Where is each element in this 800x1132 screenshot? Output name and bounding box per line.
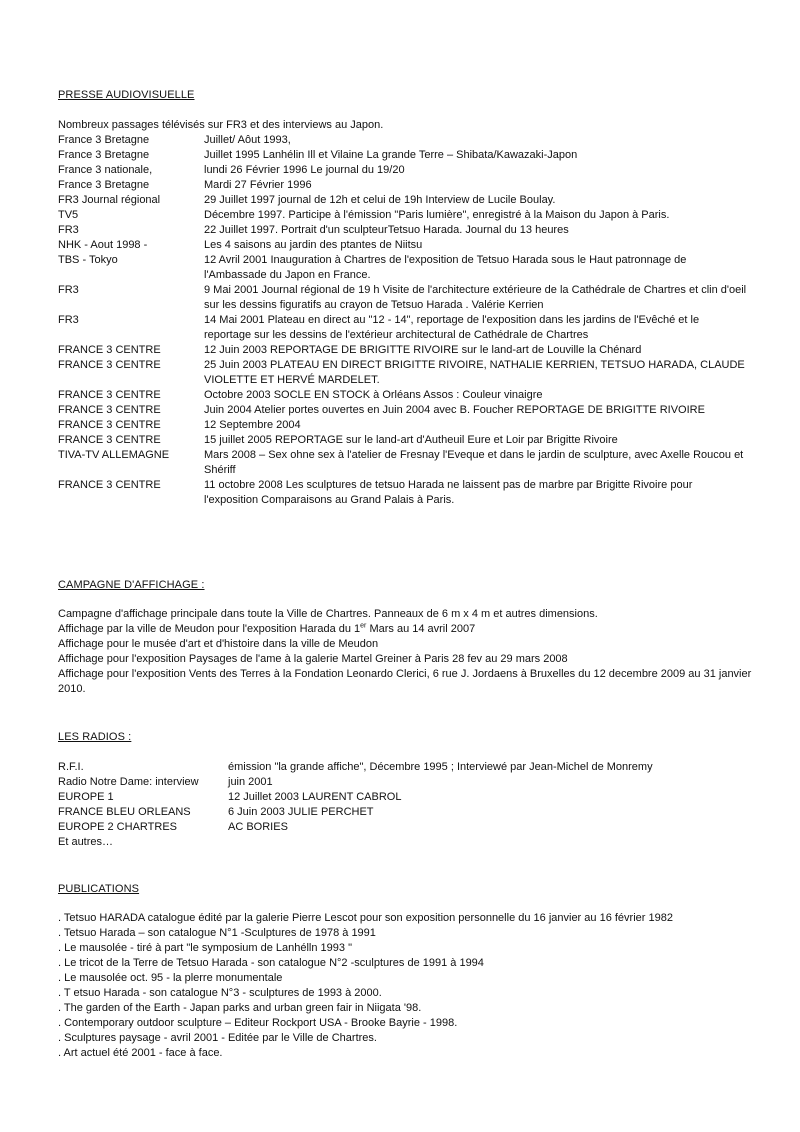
- entry-source: FR3 Journal régional: [58, 194, 161, 206]
- presse-entry: [58, 238, 758, 253]
- entry-source: FRANCE 3 CENTRE: [58, 434, 161, 446]
- presse-entry: [58, 478, 758, 508]
- entry-text: Décembre 1997. Participe à l'émission "Paris lumière", enregistré à la Maison du Japon à Paris.: [204, 209, 670, 221]
- entry-text: Juin 2004 Atelier portes ouvertes en Juin 2004 avec B. Foucher REPORTAGE DE BRIGITTE RIVOIRE: [204, 404, 705, 416]
- presse-entry: [58, 193, 758, 208]
- radio-entry: [58, 760, 758, 775]
- radio-entry: [58, 775, 758, 790]
- campagne-line: Affichage pour l'exposition Paysages de l'ame à la galerie Martel Greiner à Paris 28 fev au 29 mars 2008: [58, 653, 568, 665]
- presse-entry: [58, 208, 758, 223]
- entry-text: 9 Mai 2001 Journal régional de 19 h Visite de l'architecture extérieure de la Cathédrale de Chartres et clin d'oeil sur les dessins figuratifs au crayon de Tetsuo Harada . Valérie Kerrien: [204, 284, 747, 311]
- meudon-superscript: er: [360, 622, 367, 630]
- presse-entry: [58, 433, 758, 448]
- publication-item: . The garden of the Earth - Japan parks and urban green fair in Niigata '98.: [58, 1002, 422, 1014]
- entry-source: France 3 Bretagne: [58, 134, 150, 146]
- entry-source: FRANCE 3 CENTRE: [58, 344, 161, 356]
- campagne-line: Affichage pour l'exposition Vents des Terres à la Fondation Leonardo Clerici, 6 rue J. Jordaens à Bruxelles du 12 decembre 2009 au 31 janvier 2010.: [58, 668, 752, 695]
- entry-source: France 3 Bretagne: [58, 179, 150, 191]
- entry-source: TIVA-TV ALLEMAGNE: [58, 449, 170, 461]
- entry-source: TV5: [58, 209, 79, 221]
- presse-entry: [58, 283, 758, 313]
- entry-source: FRANCE 3 CENTRE: [58, 389, 161, 401]
- publication-item: . Le mausolée oct. 95 - la plerre monumentale: [58, 972, 283, 984]
- campagne-line: Campagne d'affichage principale dans toute la Ville de Chartres. Panneaux de 6 m x 4 m et autres dimensions.: [58, 608, 598, 620]
- entry-source: R.F.I.: [58, 761, 84, 773]
- meudon-text-after: Mars au 14 avril 2007: [366, 623, 476, 635]
- campagne-line: Affichage pour le musée d'art et d'histoire dans la ville de Meudon: [58, 638, 379, 650]
- entry-text: lundi 26 Février 1996 Le journal du 19/20: [204, 164, 405, 176]
- publication-item: . Contemporary outdoor sculpture – Editeur Rockport USA - Brooke Bayrie - 1998.: [58, 1017, 458, 1029]
- entry-text: Octobre 2003 SOCLE EN STOCK à Orléans Assos : Couleur vinaigre: [204, 389, 543, 401]
- presse-entries: [58, 133, 758, 508]
- presse-entry: [58, 178, 758, 193]
- publication-item: . Le mausolée - tiré à part "le symposium de Lanhélln 1993 ": [58, 942, 352, 954]
- entry-text: 12 Juillet 2003 LAURENT CABROL: [228, 791, 402, 803]
- radio-entry: [58, 790, 758, 805]
- entry-text: AC BORIES: [228, 821, 288, 833]
- presse-entry: [58, 313, 758, 343]
- heading-campagne: CAMPAGNE D'AFFICHAGE :: [58, 579, 205, 591]
- publications-list: [58, 911, 758, 1061]
- entry-text: 29 Juillet 1997 journal de 12h et celui de 19h Interview de Lucile Boulay.: [204, 194, 556, 206]
- meudon-text-before: Affichage par la ville de Meudon pour l'exposition Harada du 1: [58, 623, 361, 635]
- heading-publications: PUBLICATIONS: [58, 883, 140, 895]
- presse-section: [58, 118, 758, 508]
- entry-source: France 3 nationale,: [58, 164, 153, 176]
- radio-entry: [58, 805, 758, 820]
- publication-item: . Le tricot de la Terre de Tetsuo Harada - son catalogue N°2 -sculptures de 1991 à 1994: [58, 957, 484, 969]
- entry-text: Juillet/ Aôut 1993,: [204, 134, 291, 146]
- entry-text: Les 4 saisons au jardin des ptantes de Niitsu: [204, 239, 423, 251]
- publication-item: . Art actuel été 2001 - face à face.: [58, 1047, 223, 1059]
- presse-entry: [58, 418, 758, 433]
- entry-source: Radio Notre Dame: interview: [58, 776, 199, 788]
- entry-text: Mardi 27 Février 1996: [204, 179, 312, 191]
- publication-item: . Tetsuo Harada – son catalogue N°1 -Sculptures de 1978 à 1991: [58, 927, 376, 939]
- campagne-line-meudon: [58, 622, 758, 637]
- entry-text: Juillet 1995 Lanhélin Ill et Vilaine La grande Terre – Shibata/Kawazaki-Japon: [204, 149, 578, 161]
- entry-text: émission "la grande affiche", Décembre 1995 ; Interviewé par Jean-Michel de Monremy: [228, 761, 653, 773]
- presse-entry: [58, 403, 758, 418]
- presse-entry: [58, 133, 758, 148]
- radios-entries: [58, 760, 758, 835]
- radios-others: Et autres…: [58, 836, 114, 848]
- entry-text: 12 Avril 2001 Inauguration à Chartres de l'exposition de Tetsuo Harada sous le Haut patronnage de l'Ambassade du Japon en France.: [204, 254, 687, 281]
- entry-text: 22 Juillet 1997. Portrait d'un sculpteurTetsuo Harada. Journal du 13 heures: [204, 224, 569, 236]
- entry-source: FRANCE 3 CENTRE: [58, 419, 161, 431]
- entry-source: France 3 Bretagne: [58, 149, 150, 161]
- entry-source: EUROPE 2 CHARTRES: [58, 821, 177, 833]
- heading-radios: LES RADIOS :: [58, 731, 132, 743]
- radio-entry: [58, 820, 758, 835]
- presse-entry: [58, 388, 758, 403]
- entry-text: juin 2001: [228, 776, 273, 788]
- publication-item: . Sculptures paysage - avril 2001 - Editée par le Ville de Chartres.: [58, 1032, 377, 1044]
- entry-source: FRANCE 3 CENTRE: [58, 479, 161, 491]
- presse-entry: [58, 253, 758, 283]
- publication-item: . T etsuo Harada - son catalogue N°3 - sculptures de 1993 à 2000.: [58, 987, 382, 999]
- presse-intro: Nombreux passages télévisés sur FR3 et des interviews au Japon.: [58, 119, 384, 131]
- entry-source: FR3: [58, 314, 79, 326]
- presse-entry: [58, 148, 758, 163]
- entry-source: NHK - Aout 1998 -: [58, 239, 148, 251]
- heading-presse: PRESSE AUDIOVISUELLE: [58, 89, 195, 101]
- entry-text: 11 octobre 2008 Les sculptures de tetsuo Harada ne laissent pas de marbre par Brigitte Rivoire pour l'exposition Comparaisons au Grand Palais à Paris.: [204, 479, 693, 506]
- presse-entry: [58, 343, 758, 358]
- entry-text: 14 Mai 2001 Plateau en direct au "12 - 14", reportage de l'exposition dans les jardins de l'Evêché et le reportage sur les dessins de l'extérieur architectural de Cathédrale de Chartres: [204, 314, 700, 341]
- entry-source: TBS - Tokyo: [58, 254, 118, 266]
- presse-entry: [58, 358, 758, 388]
- publication-item: . Tetsuo HARADA catalogue édité par la galerie Pierre Lescot pour son exposition personnelle du 16 janvier au 16 février 1982: [58, 912, 673, 924]
- entry-source: FRANCE 3 CENTRE: [58, 359, 161, 371]
- entry-source: EUROPE 1: [58, 791, 114, 803]
- entry-text: 12 Juin 2003 REPORTAGE DE BRIGITTE RIVOIRE sur le land-art de Louville la Chénard: [204, 344, 642, 356]
- entry-source: FRANCE BLEU ORLEANS: [58, 806, 191, 818]
- entry-text: 12 Septembre 2004: [204, 419, 301, 431]
- presse-entry: [58, 448, 758, 478]
- entry-text: Mars 2008 – Sex ohne sex à l'atelier de Fresnay l'Eveque et dans le jardin de sculpture, avec Axelle Roucou et Shériff: [204, 449, 744, 476]
- campagne-section: [58, 607, 758, 697]
- entry-text: 15 juillet 2005 REPORTAGE sur le land-art d'Autheuil Eure et Loir par Brigitte Rivoire: [204, 434, 618, 446]
- entry-source: FRANCE 3 CENTRE: [58, 404, 161, 416]
- entry-source: FR3: [58, 224, 79, 236]
- entry-source: FR3: [58, 284, 79, 296]
- entry-text: 25 Juin 2003 PLATEAU EN DIRECT BRIGITTE RIVOIRE, NATHALIE KERRIEN, TETSUO HARADA, CLAUDE VIOLETTE ET HERVÉ MARDELET.: [204, 359, 745, 386]
- entry-text: 6 Juin 2003 JULIE PERCHET: [228, 806, 374, 818]
- radios-section: [58, 760, 758, 850]
- publications-section: [58, 911, 758, 1061]
- presse-entry: [58, 223, 758, 238]
- presse-entry: [58, 163, 758, 178]
